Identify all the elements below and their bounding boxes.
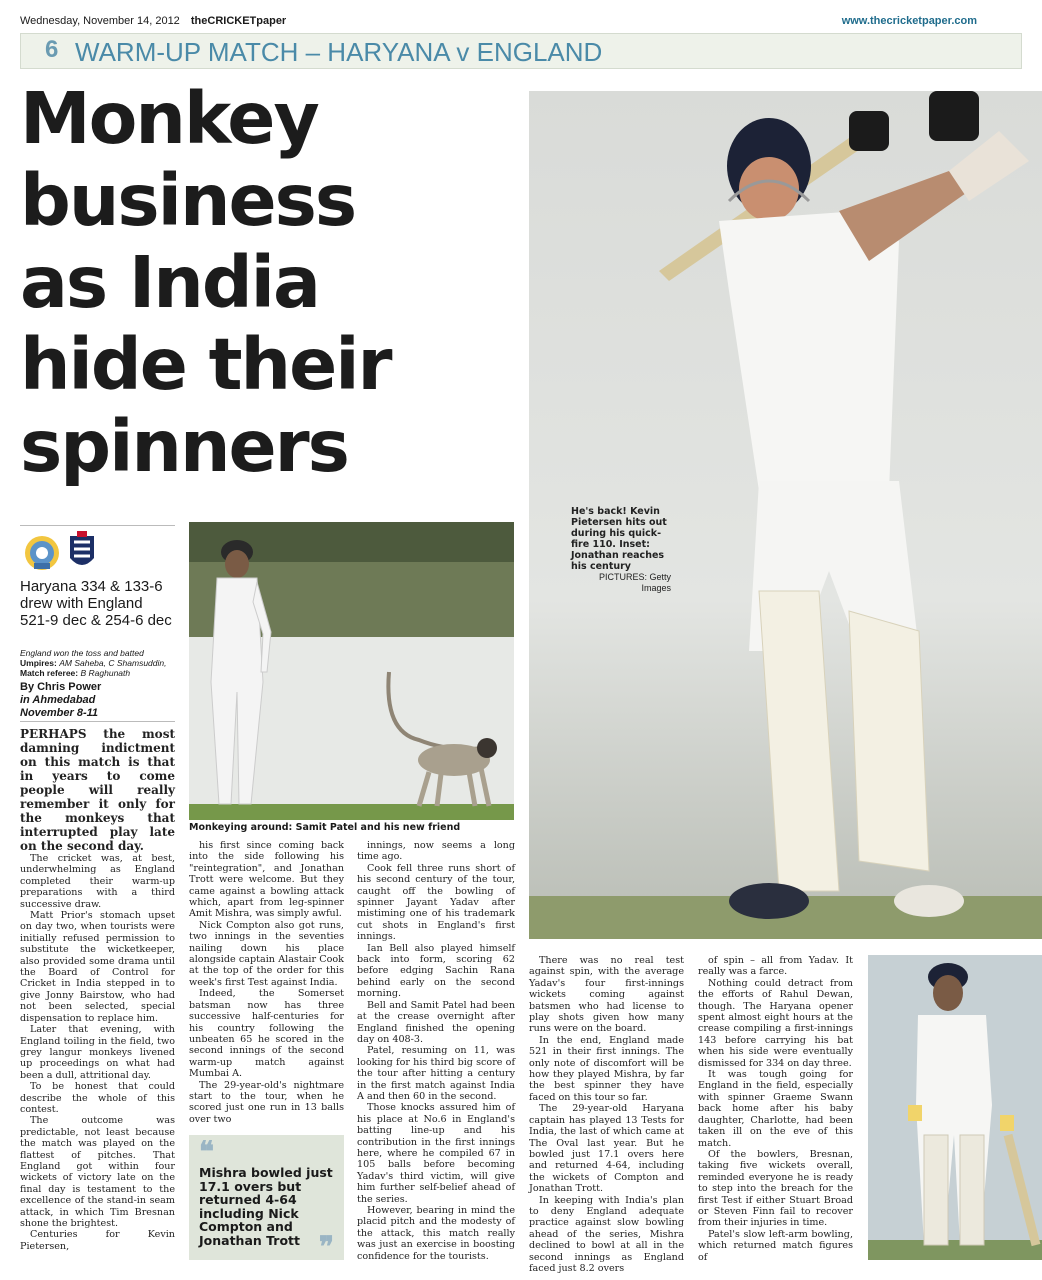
monkey-photo-caption: Monkeying around: Samit Patel and his new friend — [189, 822, 461, 833]
article-paragraph: Of the bowlers, Bresnan, taking five wickets overall, reminded everyone he is ready to step into the breach for the first Test if either Stuart Broad or Steven Finn fail to recover from their injuries in time. — [698, 1148, 853, 1229]
article-paragraph: his first since coming back into the side following his "reintegration", and Jonathan Trott were welcome. But they came against a bowling attack which, apart from leg-spinner Amit Mishra, was simply awful. — [189, 840, 344, 920]
close-quote-icon: ❞ — [318, 1230, 334, 1263]
trott-inset-photo — [868, 955, 1042, 1260]
article-paragraph: Matt Prior's stomach upset on day two, when tourists were initially refused permission to substitute the wicketkeeper, also provided some drama until the Board of Control for Cricket in India stepped in to give Jonny Bairstow, who had not been selected, special dispensation to replace him. — [20, 910, 175, 1024]
article-paragraph: The outcome was predictable, not least because the match was played on the flattest of pitches. That England got within four wickets of victory late on the final day is testament to the excellence of the stand-in seam attack, in which Tim Bresnan shone the brightest. — [20, 1115, 175, 1229]
photo-credit: PICTURES: Getty Images — [598, 572, 671, 593]
team-logos — [20, 525, 175, 573]
pull-quote-text: Mishra bowled just 17.1 overs but returned 4-64 including Nick Compton and Jonathan Trott — [199, 1165, 333, 1248]
pull-quote — [189, 1135, 344, 1263]
dateline-dates: November 8-11 — [20, 707, 99, 719]
pietersen-photo-caption — [571, 506, 671, 594]
article-paragraph: of spin – all from Yadav. It really was a farce. — [698, 955, 853, 978]
umpires-label: Umpires: — [20, 658, 57, 668]
article-paragraph: There was no real test against spin, with the average Yadav's four first-innings wickets coming against batsmen who had license to play shots given how many runs were on the board. — [529, 955, 684, 1035]
brand-logo: theCRICKETpaper — [190, 15, 287, 27]
article-column-2 — [189, 840, 344, 1132]
article-paragraph: However, bearing in mind the placid pitch and the modesty of the attack, this match really was just an exercise in boosting confidence for the tourists. — [357, 1205, 515, 1262]
article-paragraph: Patel's slow left-arm bowling, which returned match figures of — [698, 1228, 853, 1263]
referee-line — [20, 668, 180, 678]
headline-line: business — [20, 159, 356, 242]
dateline-place: in Ahmedabad — [20, 694, 96, 706]
article-column-4 — [529, 955, 684, 1274]
referee: B Raghunath — [80, 668, 131, 678]
page-number: 6 — [45, 36, 59, 63]
headline-line: hide their — [20, 323, 391, 406]
issue-date: Wednesday, November 14, 2012 — [20, 15, 180, 27]
article-paragraph: Nothing could detract from the efforts of Rahul Dewan, though. The Haryana opener spent almost eight hours at the crease compiling a first-innings 143 before carrying his bat when his side were eventually dismissed for 334 on day three. — [698, 977, 853, 1069]
article-paragraph: Indeed, the Somerset batsman now has three successive half-centuries for his country following the unbeaten 65 he scored in the second innings of the second warm-up match against Mumbai A. — [189, 988, 344, 1080]
article-paragraph: It was tough going for England in the field, especially with spinner Graeme Swann back home after his baby daughter, Charlotte, had been taken ill on the eve of this match. — [698, 1069, 853, 1149]
section-title: WARM-UP MATCH – HARYANA v ENGLAND — [75, 37, 603, 67]
article-paragraph: innings, now seems a long time ago. — [357, 840, 515, 863]
article-paragraph: Patel, resuming on 11, was looking for his third big score of the tour after hitting a century in the first match against India A and then 60 in the second. — [357, 1045, 515, 1102]
article-column-1 — [20, 727, 175, 1260]
article-paragraph: In keeping with India's plan to deny England adequate practice against slow bowling ahead of the series, Mishra declined to bowl at all in the second innings as England faced just 8.2 overs — [529, 1194, 684, 1274]
article-paragraph: Cook fell three runs short of his second century of the tour, caught off the bowling of spinner Jayant Yadav after mistiming one of his trademark cut shots in England's first innings. — [357, 862, 515, 943]
monkey-photo — [189, 522, 514, 820]
article-paragraph: The 29-year-old's nightmare start to the tour, when he scored just one run in 13 balls over two — [189, 1079, 344, 1125]
article-paragraph: In the end, England made 521 in their first innings. The only note of discomfort will be how they played Mishra, by far the best spinner they have faced on this tour so far. — [529, 1034, 684, 1103]
article-paragraph: Later that evening, with England toiling in the field, two grey langur monkeys livened up proceedings on what had been a dull, attritional day. — [20, 1024, 175, 1081]
masthead — [20, 15, 286, 27]
website-url[interactable]: www.thecricketpaper.com — [841, 15, 977, 27]
article-paragraph: Nick Compton also got runs, two innings in the seventies nailing down his place alongside captain Alastair Cook at the top of the order for this week's first Test against India. — [189, 919, 344, 988]
headline-line: spinners — [20, 405, 348, 488]
referee-label: Match referee: — [20, 668, 79, 678]
article-paragraph: Bell and Samit Patel had been at the crease overnight after England finished the opening day on 408-3. — [357, 999, 515, 1045]
byline — [20, 681, 180, 720]
article-paragraph: Those knocks assured him of his place at No.6 in England's batting line-up and his contribution in the first innings here, where he compiled 67 in 105 balls before becoming Yadav's third victim, will give him further self-belief ahead of the series. — [357, 1102, 515, 1205]
haryana-crest-icon — [25, 536, 59, 570]
article-paragraph: The 29-year-old Haryana captain has played 13 Tests for India, the last of which came at The Oval last year. But he bowled just 17.1 overs here and returned 4-64, including the wickets of Compton and Jonathan Trott. — [529, 1103, 684, 1195]
article-column-5 — [698, 955, 853, 1263]
toss-note: England won the toss and batted — [20, 648, 144, 658]
umpires: AM Saheba, C Shamsuddin, — [59, 658, 167, 668]
match-details — [20, 648, 180, 678]
article-paragraph: The cricket was, at best, underwhelming as England completed their warm-up preparations with a third successive draw. — [20, 853, 175, 910]
section-band — [20, 33, 1022, 69]
headline — [20, 78, 510, 488]
article-column-3 — [357, 840, 515, 1260]
match-result: Haryana 334 & 133-6 drew with England 521-9 dec & 254-6 dec — [20, 578, 172, 629]
article-paragraph: To be honest that could describe the whole of this contest. — [20, 1081, 175, 1115]
article-paragraph: PERHAPS the most damning indictment on this match is that in years to come people will really remember it only for the monkeys that interrupted play late on the second day. — [20, 727, 175, 853]
umpires-line — [20, 658, 180, 668]
headline-line: Monkey — [20, 77, 318, 160]
article-paragraph: Ian Bell also played himself back into form, scoring 62 before edging Sachin Rana behind early on the second morning. — [357, 942, 515, 1000]
england-crest-icon — [70, 531, 94, 565]
article-paragraph: Centuries for Kevin Pietersen, — [20, 1229, 175, 1252]
headline-line: as India — [20, 241, 319, 324]
pietersen-caption-text: He's back! Kevin Pietersen hits out during his quick-fire 110. Inset: Jonathan reaches his century — [571, 506, 667, 572]
open-quote-icon: ❝ — [199, 1135, 215, 1168]
divider — [20, 721, 175, 722]
author: By Chris Power — [20, 681, 102, 693]
